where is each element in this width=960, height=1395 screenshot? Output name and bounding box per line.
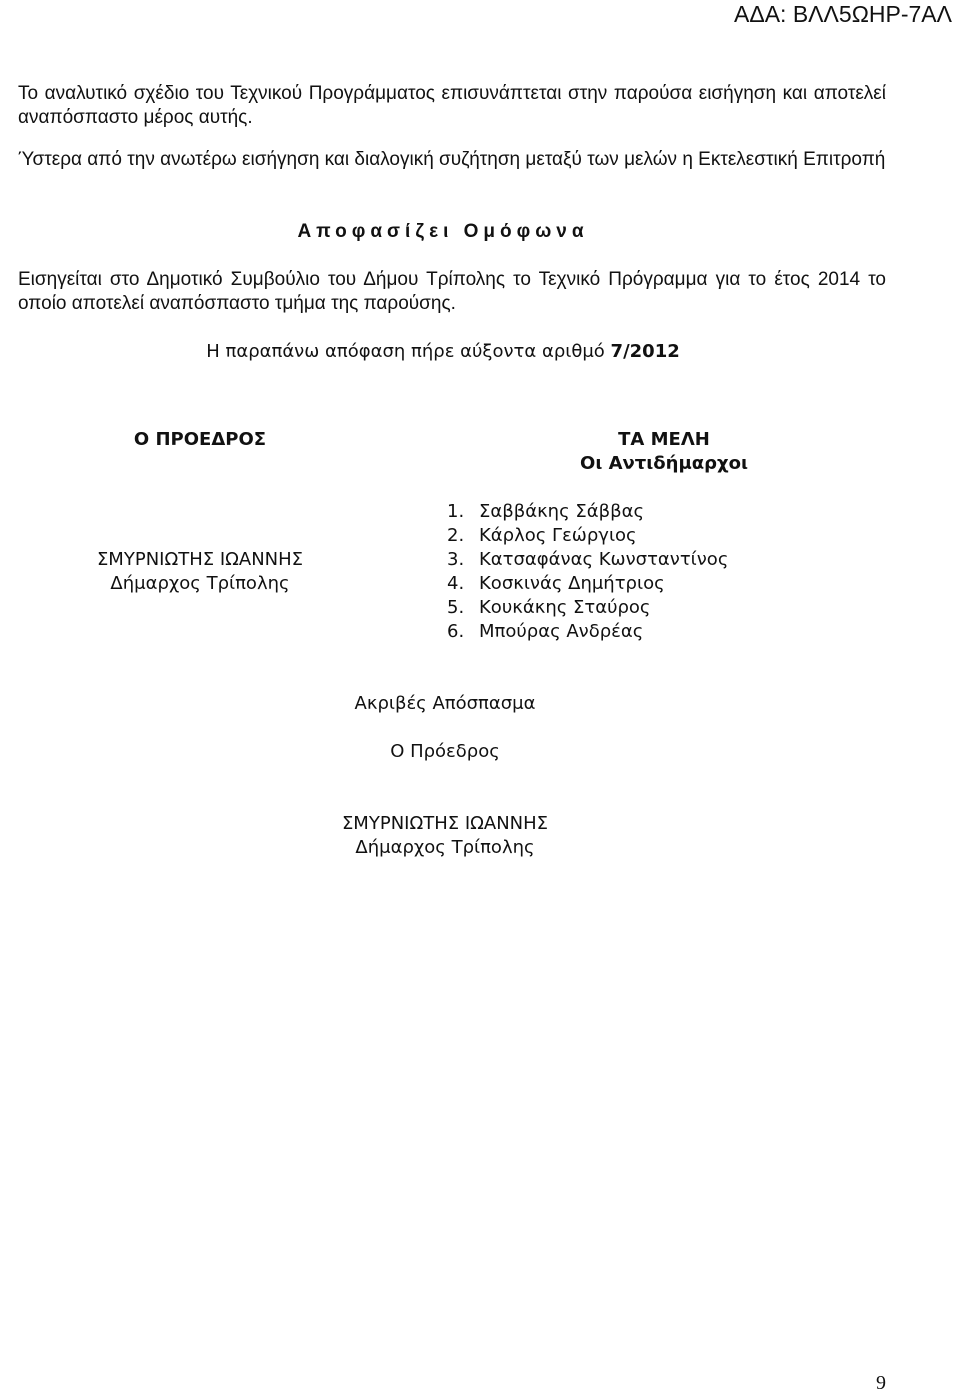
president-name: ΣΜΥΡΝΙΩΤΗΣ ΙΩΑΝΝΗΣ	[96, 549, 304, 570]
decision-heading: Αποφασίζει Ομόφωνα	[297, 221, 589, 242]
paragraph-discussion: Ύστερα από την ανωτέρω εισήγηση και διαλογική συζήτηση μεταξύ των μελών η Εκτελεστική Επιτροπή	[18, 149, 886, 170]
closing-name: ΣΜΥΡΝΙΩΤΗΣ ΙΩΑΝΝΗΣ	[341, 813, 549, 834]
president-signature	[60, 548, 340, 596]
list-item: 4. Κοσκινάς Δημήτριος	[447, 573, 665, 594]
president-title: Δήμαρχος Τρίπολης	[110, 573, 290, 594]
list-item: 2. Κάρλος Γεώργιος	[447, 525, 637, 546]
exact-copy-label: Ακριβές Απόσπασμα	[354, 693, 536, 714]
serial-number-value: 7/2012	[610, 341, 680, 362]
chair-label: Ο Πρόεδρος	[390, 741, 500, 762]
closing-title: Δήμαρχος Τρίπολης	[355, 837, 535, 858]
serial-number-text: Η παραπάνω απόφαση πήρε αύξοντα αριθμό	[206, 341, 611, 362]
page-number: 9	[876, 1372, 886, 1394]
president-heading: Ο ΠΡΟΕΔΡΟΣ	[133, 429, 267, 450]
members-heading: ΤΑ ΜΕΛΗ	[618, 429, 710, 450]
ada-code: ΑΔΑ: ΒΛΛ5ΩΗΡ-7ΑΛ	[734, 1, 952, 27]
closing-signature	[300, 812, 590, 860]
paragraph-attachment: Το αναλυτικό σχέδιο του Τεχνικού Προγράμματος επισυνάπτεται στην παρούσα εισήγηση και αποτελεί αναπόσπαστο μέρος αυτής.	[18, 83, 886, 128]
members-list	[447, 500, 728, 644]
list-item: 5. Κουκάκης Σταύρος	[447, 597, 651, 618]
list-item: 3. Κατσαφάνας Κωνσταντίνος	[447, 549, 729, 570]
paragraph-proposal: Εισηγείται στο Δημοτικό Συμβούλιο του Δήμου Τρίπολης το Τεχνικό Πρόγραμμα για το έτος 2014 το οποίο αποτελεί αναπόσπαστο τμήμα της παρούσης.	[18, 269, 886, 314]
members-heading-block	[544, 428, 784, 476]
list-item: 6. Μπούρας Ανδρέας	[447, 621, 644, 642]
list-item: 1. Σαββάκης Σάββας	[447, 501, 645, 522]
members-subheading: Οι Αντιδήμαρχοι	[580, 453, 748, 474]
serial-number-line	[0, 340, 886, 364]
